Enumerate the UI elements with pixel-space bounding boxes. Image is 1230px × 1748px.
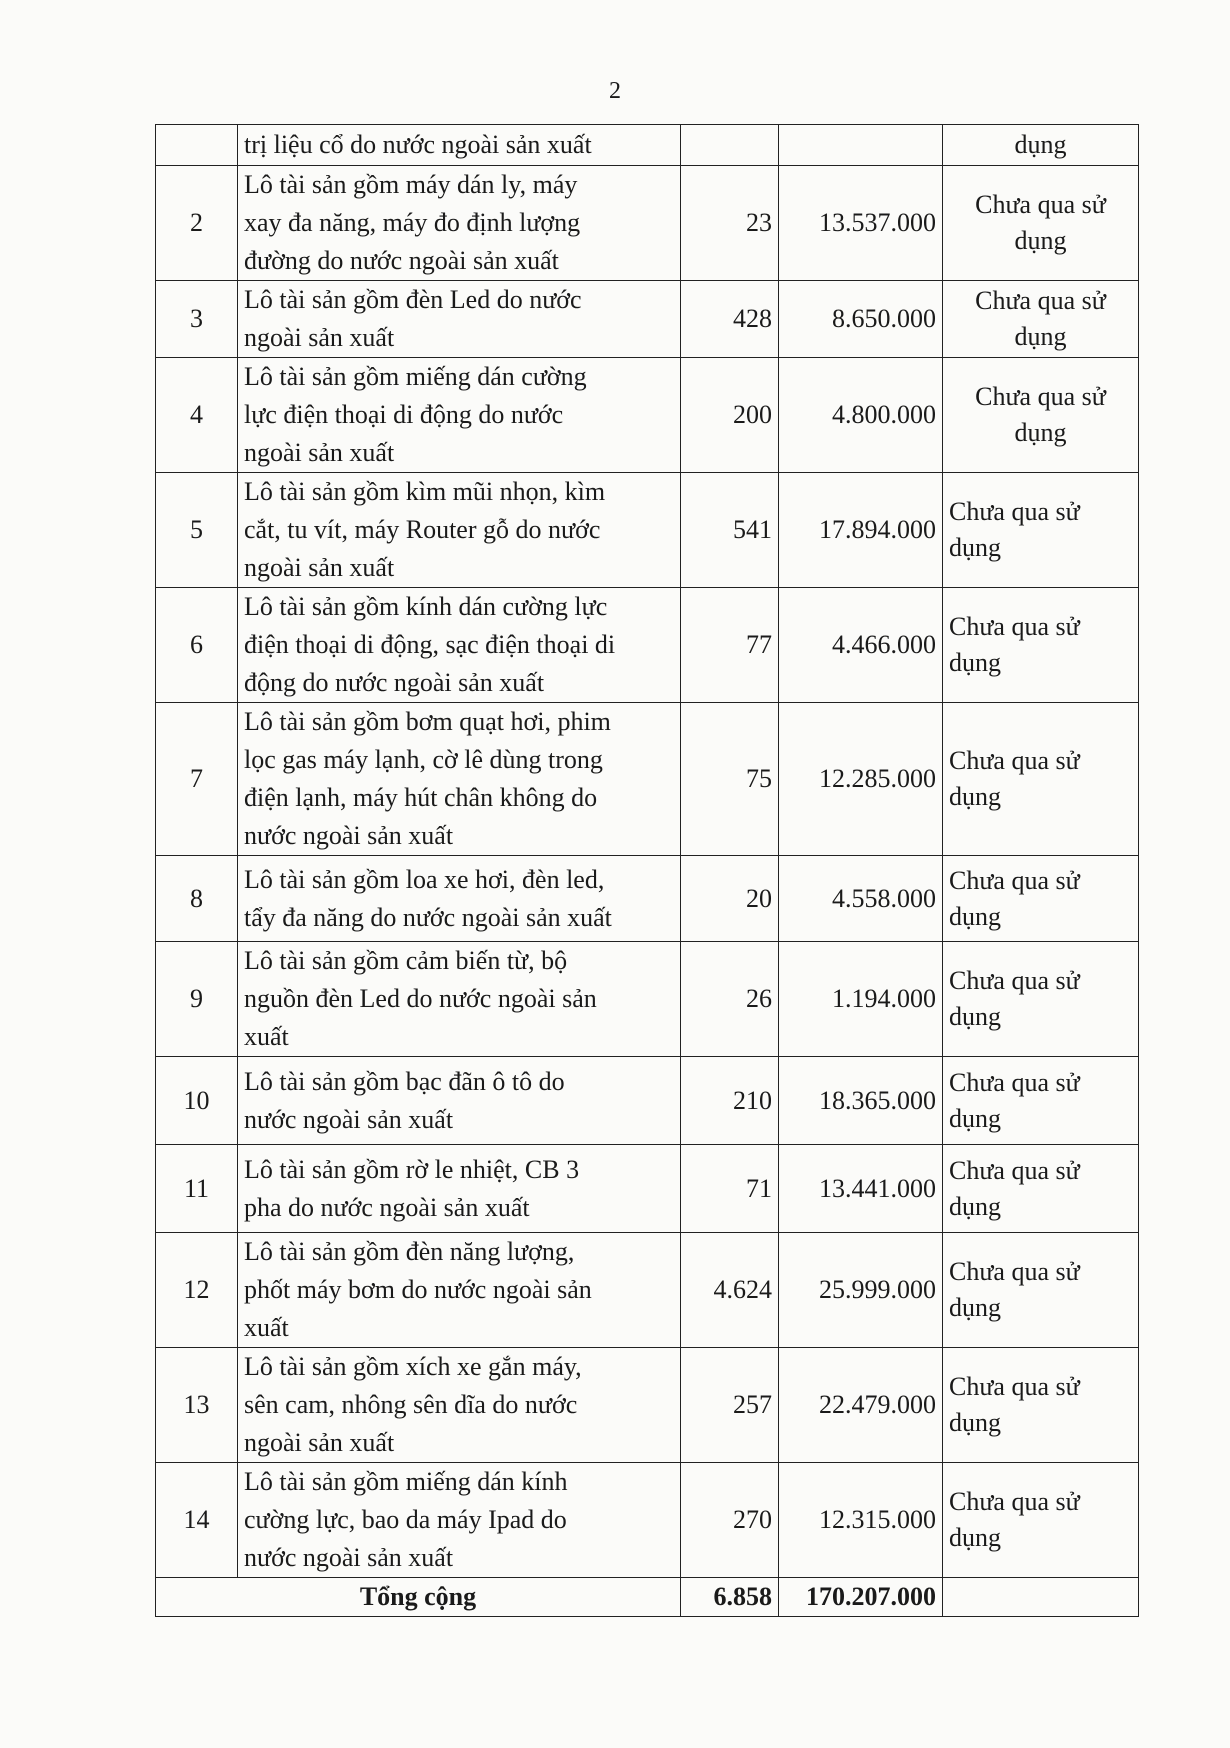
cell-quantity: 71 (681, 1145, 779, 1233)
table-row (156, 942, 1139, 1057)
description-line: cắt, tu vít, máy Router gỗ do nước (244, 515, 601, 544)
table-row (156, 358, 1139, 473)
description-line: Lô tài sản gồm kìm mũi nhọn, kìm (244, 477, 606, 506)
cell-quantity: 26 (681, 942, 779, 1057)
status-line: dụng (949, 1523, 1001, 1552)
cell-description (238, 358, 681, 473)
description-line: ngoài sản xuất (244, 553, 395, 582)
cell-no: 6 (156, 588, 238, 703)
cell-status (943, 1057, 1139, 1145)
asset-table-container (155, 124, 1138, 1617)
description-line: lọc gas máy lạnh, cờ lê dùng trong (244, 745, 603, 774)
cell-no: 7 (156, 703, 238, 856)
table-row-total (156, 1578, 1139, 1617)
cell-quantity: 20 (681, 856, 779, 942)
status-line: Chưa qua sử (949, 497, 1080, 526)
table-row (156, 1348, 1139, 1463)
status-line: Chưa qua sử (975, 286, 1106, 315)
cell-status (943, 588, 1139, 703)
cell-no: 4 (156, 358, 238, 473)
description-line: ngoài sản xuất (244, 438, 395, 467)
description-line: Lô tài sản gồm bơm quạt hơi, phim (244, 707, 611, 736)
cell-no: 14 (156, 1463, 238, 1578)
total-status (943, 1578, 1139, 1617)
cell-status (943, 856, 1139, 942)
total-value: 170.207.000 (779, 1578, 943, 1617)
cell-value: 12.315.000 (779, 1463, 943, 1578)
cell-value: 22.479.000 (779, 1348, 943, 1463)
description-line: nước ngoài sản xuất (244, 1543, 454, 1572)
cell-quantity: 428 (681, 281, 779, 358)
cell-value (779, 125, 943, 166)
cell-value: 13.441.000 (779, 1145, 943, 1233)
cell-quantity: 4.624 (681, 1233, 779, 1348)
status-line: dụng (949, 1103, 1001, 1133)
description-line: Lô tài sản gồm đèn Led do nước (244, 285, 582, 314)
table-row (156, 1057, 1139, 1145)
cell-value: 4.466.000 (779, 588, 943, 703)
description-line: nguồn đèn Led do nước ngoài sản (244, 984, 597, 1013)
description-line: Lô tài sản gồm rờ le nhiệt, CB 3 (244, 1154, 580, 1184)
description-line: nước ngoài sản xuất (244, 821, 454, 850)
cell-description (238, 1057, 681, 1145)
cell-status (943, 1463, 1139, 1578)
cell-no: 10 (156, 1057, 238, 1145)
table-row (156, 1233, 1139, 1348)
cell-value: 8.650.000 (779, 281, 943, 358)
cell-status (943, 473, 1139, 588)
status-line: dụng (949, 1408, 1001, 1437)
cell-description (238, 703, 681, 856)
cell-no: 2 (156, 166, 238, 281)
description-line: Lô tài sản gồm máy dán ly, máy (244, 170, 578, 199)
asset-table-body (156, 125, 1139, 1578)
table-row (156, 856, 1139, 942)
cell-quantity: 200 (681, 358, 779, 473)
status-line: dụng (949, 1191, 1001, 1221)
cell-value: 17.894.000 (779, 473, 943, 588)
table-row (156, 703, 1139, 856)
status-line: Chưa qua sử (949, 966, 1080, 995)
description-line: Lô tài sản gồm miếng dán cường (244, 362, 587, 391)
description-line: điện lạnh, máy hút chân không do (244, 783, 598, 812)
status-line: Chưa qua sử (949, 1257, 1080, 1286)
description-line: tẩy đa năng do nước ngoài sản xuất (244, 902, 612, 932)
table-row (156, 588, 1139, 703)
table-row (156, 1463, 1139, 1578)
cell-status (943, 166, 1139, 281)
description-line: xay đa năng, máy đo định lượng (244, 208, 581, 237)
description-line: cường lực, bao da máy Ipad do (244, 1505, 567, 1534)
table-row (156, 473, 1139, 588)
status-line: dụng (949, 648, 1001, 677)
cell-value: 25.999.000 (779, 1233, 943, 1348)
cell-description (238, 1233, 681, 1348)
cell-description (238, 856, 681, 942)
status-line: Chưa qua sử (975, 382, 1106, 411)
cell-value: 13.537.000 (779, 166, 943, 281)
cell-no: 9 (156, 942, 238, 1057)
cell-no (156, 125, 238, 166)
cell-quantity: 75 (681, 703, 779, 856)
description-line: xuất (244, 1022, 289, 1051)
status-line: Chưa qua sử (949, 612, 1080, 641)
table-row (156, 281, 1139, 358)
description-line: đường do nước ngoài sản xuất (244, 246, 559, 275)
cell-value: 4.800.000 (779, 358, 943, 473)
cell-value: 4.558.000 (779, 856, 943, 942)
status-line: dụng (949, 901, 1001, 931)
cell-status (943, 703, 1139, 856)
cell-no: 11 (156, 1145, 238, 1233)
cell-description (238, 588, 681, 703)
status-line: Chưa qua sử (949, 1487, 1080, 1516)
total-label: Tổng cộng (156, 1578, 681, 1617)
status-line: dụng (949, 782, 1001, 811)
cell-description (238, 942, 681, 1057)
cell-no: 3 (156, 281, 238, 358)
cell-status (943, 1145, 1139, 1233)
description-line: ngoài sản xuất (244, 323, 395, 352)
status-line: Chưa qua sử (949, 1372, 1080, 1401)
cell-status (943, 1348, 1139, 1463)
status-line: Chưa qua sử (949, 1155, 1080, 1185)
description-line: phốt máy bơm do nước ngoài sản (244, 1275, 592, 1304)
cell-description: trị liệu cổ do nước ngoài sản xuất (238, 125, 681, 166)
table-row-continued (156, 125, 1139, 166)
description-line: Lô tài sản gồm loa xe hơi, đèn led, (244, 864, 605, 894)
cell-quantity: 257 (681, 1348, 779, 1463)
description-line: Lô tài sản gồm đèn năng lượng, (244, 1237, 575, 1266)
cell-description (238, 1463, 681, 1578)
cell-value: 12.285.000 (779, 703, 943, 856)
cell-no: 5 (156, 473, 238, 588)
description-line: pha do nước ngoài sản xuất (244, 1192, 530, 1222)
table-row (156, 1145, 1139, 1233)
cell-description (238, 166, 681, 281)
cell-description (238, 281, 681, 358)
status-line: Chưa qua sử (949, 1067, 1080, 1097)
page-number: 2 (609, 78, 621, 104)
description-line: Lô tài sản gồm cảm biến từ, bộ (244, 946, 568, 975)
status-line: dụng (1014, 322, 1067, 351)
cell-quantity: 77 (681, 588, 779, 703)
description-line: Lô tài sản gồm bạc đãn ô tô do (244, 1066, 565, 1096)
cell-value: 18.365.000 (779, 1057, 943, 1145)
cell-no: 13 (156, 1348, 238, 1463)
status-line: dụng (1014, 226, 1067, 255)
description-line: lực điện thoại di động do nước (244, 400, 564, 429)
description-line: động do nước ngoài sản xuất (244, 668, 545, 697)
cell-quantity (681, 125, 779, 166)
description-line: sên cam, nhông sên dĩa do nước (244, 1390, 578, 1419)
status-line: Chưa qua sử (949, 746, 1080, 775)
status-line: dụng (1014, 418, 1067, 447)
cell-quantity: 541 (681, 473, 779, 588)
table-row (156, 166, 1139, 281)
cell-description (238, 1348, 681, 1463)
description-line: Lô tài sản gồm kính dán cường lực (244, 592, 608, 621)
total-quantity: 6.858 (681, 1578, 779, 1617)
cell-status: dụng (943, 125, 1139, 166)
cell-status (943, 358, 1139, 473)
cell-quantity: 23 (681, 166, 779, 281)
status-line: Chưa qua sử (975, 190, 1106, 219)
description-line: Lô tài sản gồm miếng dán kính (244, 1467, 568, 1496)
cell-value: 1.194.000 (779, 942, 943, 1057)
cell-quantity: 210 (681, 1057, 779, 1145)
cell-no: 8 (156, 856, 238, 942)
cell-quantity: 270 (681, 1463, 779, 1578)
cell-status (943, 281, 1139, 358)
status-line: dụng (949, 533, 1001, 562)
description-line: Lô tài sản gồm xích xe gắn máy, (244, 1352, 582, 1381)
asset-table (155, 124, 1139, 1617)
description-line: xuất (244, 1313, 289, 1342)
cell-status (943, 942, 1139, 1057)
cell-description (238, 1145, 681, 1233)
description-line: ngoài sản xuất (244, 1428, 395, 1457)
cell-no: 12 (156, 1233, 238, 1348)
cell-status (943, 1233, 1139, 1348)
status-line: dụng (949, 1002, 1001, 1031)
status-line: dụng (949, 1293, 1001, 1322)
description-line: nước ngoài sản xuất (244, 1104, 454, 1134)
description-line: điện thoại di động, sạc điện thoại di (244, 630, 616, 659)
status-line: Chưa qua sử (949, 865, 1080, 895)
cell-description (238, 473, 681, 588)
